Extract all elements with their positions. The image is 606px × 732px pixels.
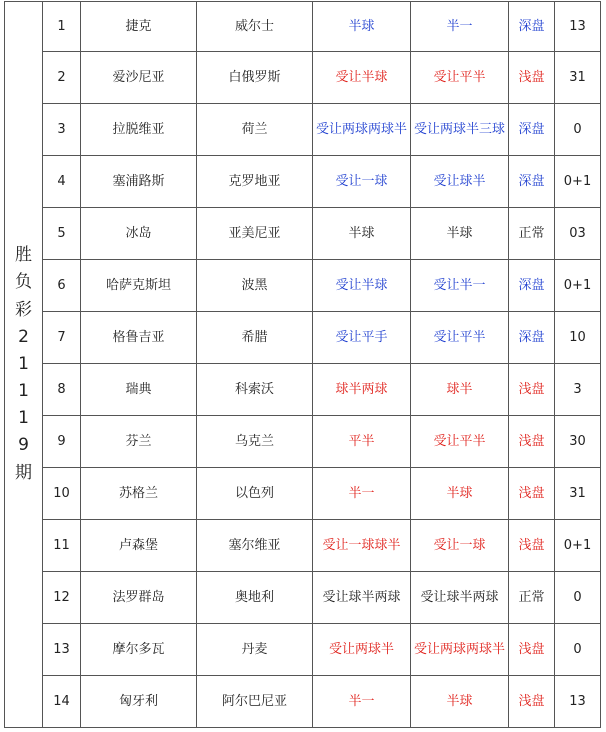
handicap-current: 受让两球两球半 <box>411 624 509 676</box>
handicap-initial: 受让半球 <box>313 52 411 104</box>
home-team: 爱沙尼亚 <box>81 52 197 104</box>
handicap-initial: 受让两球两球半 <box>313 104 411 156</box>
match-number: 6 <box>43 260 81 312</box>
handicap-current: 受让平半 <box>411 416 509 468</box>
away-team: 亚美尼亚 <box>197 208 313 260</box>
away-team: 奥地利 <box>197 572 313 624</box>
home-team: 卢森堡 <box>81 520 197 572</box>
match-number: 13 <box>43 624 81 676</box>
table-row <box>5 468 601 520</box>
issue-label-char: 1 <box>18 353 29 374</box>
home-team: 芬兰 <box>81 416 197 468</box>
handicap-current: 受让平半 <box>411 52 509 104</box>
away-team: 丹麦 <box>197 624 313 676</box>
handicap-current: 半球 <box>411 468 509 520</box>
match-number: 10 <box>43 468 81 520</box>
away-team: 以色列 <box>197 468 313 520</box>
prediction-result: 10 <box>555 312 601 364</box>
prediction-result: 30 <box>555 416 601 468</box>
issue-label <box>5 2 43 728</box>
handicap-current: 半球 <box>411 676 509 728</box>
handicap-initial: 球半两球 <box>313 364 411 416</box>
handicap-depth: 浅盘 <box>509 468 555 520</box>
handicap-initial: 平半 <box>313 416 411 468</box>
away-team: 塞尔维亚 <box>197 520 313 572</box>
issue-label-char: 负 <box>15 272 32 293</box>
prediction-result: 13 <box>555 676 601 728</box>
handicap-current: 半球 <box>411 208 509 260</box>
match-number: 7 <box>43 312 81 364</box>
table-body <box>5 2 601 728</box>
away-team: 威尔士 <box>197 2 313 52</box>
handicap-initial: 受让两球半 <box>313 624 411 676</box>
handicap-initial: 半一 <box>313 676 411 728</box>
table-row <box>5 52 601 104</box>
prediction-result: 3 <box>555 364 601 416</box>
handicap-depth: 正常 <box>509 208 555 260</box>
match-number: 14 <box>43 676 81 728</box>
away-team: 科索沃 <box>197 364 313 416</box>
issue-label-char: 胜 <box>15 245 32 266</box>
match-number: 9 <box>43 416 81 468</box>
handicap-initial: 受让一球球半 <box>313 520 411 572</box>
handicap-initial: 受让一球 <box>313 156 411 208</box>
table-row <box>5 364 601 416</box>
table-row <box>5 572 601 624</box>
home-team: 苏格兰 <box>81 468 197 520</box>
table-row <box>5 520 601 572</box>
handicap-current: 受让一球 <box>411 520 509 572</box>
prediction-result: 03 <box>555 208 601 260</box>
handicap-depth: 浅盘 <box>509 364 555 416</box>
away-team: 乌克兰 <box>197 416 313 468</box>
prediction-result: 0 <box>555 104 601 156</box>
table-row <box>5 104 601 156</box>
handicap-initial: 半球 <box>313 208 411 260</box>
handicap-initial: 受让球半两球 <box>313 572 411 624</box>
prediction-result: 0+1 <box>555 260 601 312</box>
issue-label-char: 1 <box>18 408 29 429</box>
home-team: 冰岛 <box>81 208 197 260</box>
away-team: 荷兰 <box>197 104 313 156</box>
table-row <box>5 416 601 468</box>
handicap-depth: 深盘 <box>509 260 555 312</box>
home-team: 摩尔多瓦 <box>81 624 197 676</box>
handicap-depth: 浅盘 <box>509 520 555 572</box>
match-number: 2 <box>43 52 81 104</box>
away-team: 波黑 <box>197 260 313 312</box>
table-row <box>5 676 601 728</box>
handicap-initial: 受让半球 <box>313 260 411 312</box>
handicap-current: 受让球半 <box>411 156 509 208</box>
handicap-initial: 受让平手 <box>313 312 411 364</box>
handicap-depth: 正常 <box>509 572 555 624</box>
handicap-depth: 深盘 <box>509 104 555 156</box>
handicap-depth: 深盘 <box>509 156 555 208</box>
home-team: 法罗群岛 <box>81 572 197 624</box>
prediction-result: 0+1 <box>555 156 601 208</box>
handicap-current: 受让两球半三球 <box>411 104 509 156</box>
issue-label-char: 2 <box>18 326 29 347</box>
table-row <box>5 2 601 52</box>
prediction-result: 0 <box>555 572 601 624</box>
away-team: 克罗地亚 <box>197 156 313 208</box>
home-team: 格鲁吉亚 <box>81 312 197 364</box>
handicap-current: 受让平半 <box>411 312 509 364</box>
table-row <box>5 260 601 312</box>
handicap-depth: 深盘 <box>509 2 555 52</box>
away-team: 阿尔巴尼亚 <box>197 676 313 728</box>
lottery-table <box>4 1 601 728</box>
home-team: 瑞典 <box>81 364 197 416</box>
prediction-result: 31 <box>555 468 601 520</box>
handicap-initial: 半球 <box>313 2 411 52</box>
match-number: 3 <box>43 104 81 156</box>
table-row <box>5 624 601 676</box>
handicap-depth: 浅盘 <box>509 624 555 676</box>
prediction-result: 0 <box>555 624 601 676</box>
away-team: 希腊 <box>197 312 313 364</box>
table-row <box>5 312 601 364</box>
issue-label-char: 彩 <box>15 299 32 320</box>
home-team: 拉脱维亚 <box>81 104 197 156</box>
home-team: 匈牙利 <box>81 676 197 728</box>
issue-label-char: 期 <box>15 462 32 483</box>
issue-label-char: 9 <box>18 435 29 456</box>
handicap-depth: 浅盘 <box>509 676 555 728</box>
handicap-current: 受让半一 <box>411 260 509 312</box>
away-team: 白俄罗斯 <box>197 52 313 104</box>
prediction-result: 31 <box>555 52 601 104</box>
match-number: 5 <box>43 208 81 260</box>
match-number: 4 <box>43 156 81 208</box>
handicap-current: 半一 <box>411 2 509 52</box>
home-team: 塞浦路斯 <box>81 156 197 208</box>
home-team: 捷克 <box>81 2 197 52</box>
match-number: 11 <box>43 520 81 572</box>
home-team: 哈萨克斯坦 <box>81 260 197 312</box>
handicap-current: 受让球半两球 <box>411 572 509 624</box>
match-number: 8 <box>43 364 81 416</box>
handicap-depth: 浅盘 <box>509 52 555 104</box>
handicap-current: 球半 <box>411 364 509 416</box>
table-row <box>5 208 601 260</box>
handicap-depth: 浅盘 <box>509 416 555 468</box>
handicap-initial: 半一 <box>313 468 411 520</box>
prediction-result: 0+1 <box>555 520 601 572</box>
prediction-result: 13 <box>555 2 601 52</box>
match-number: 12 <box>43 572 81 624</box>
issue-label-char: 1 <box>18 381 29 402</box>
table-row <box>5 156 601 208</box>
match-number: 1 <box>43 2 81 52</box>
handicap-depth: 深盘 <box>509 312 555 364</box>
